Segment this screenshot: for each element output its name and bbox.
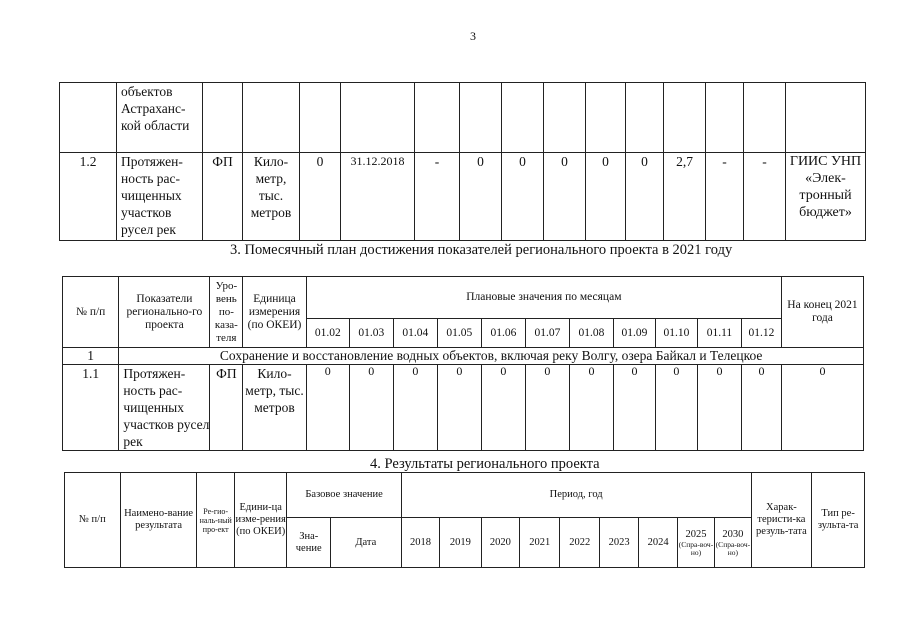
month-header: 01.08 [569, 319, 613, 348]
value-cell: 0 [626, 153, 664, 241]
cell [786, 83, 866, 153]
month-header: 01.10 [655, 319, 697, 348]
cell [544, 83, 586, 153]
month-header: 01.11 [697, 319, 741, 348]
indicator-name: Протяжен-ность рас-чищенных участков русел рек [119, 365, 210, 451]
month-value: 0 [437, 365, 481, 451]
cell [706, 83, 744, 153]
year-header: 2020 [481, 518, 519, 568]
table-row [60, 153, 866, 241]
indicators-table-continued [59, 82, 866, 241]
row-number: 1.1 [63, 365, 119, 451]
header-unit: Едини-ца изме-рения (по ОКЕИ) [234, 473, 287, 568]
value-cell: - [744, 153, 786, 241]
month-value: 0 [697, 365, 741, 451]
year-label: 2025 [685, 528, 707, 540]
base-value: 0 [300, 153, 341, 241]
indicator-level: ФП [210, 365, 243, 451]
month-value: 0 [306, 365, 349, 451]
header-base-value-value: Зна-чение [287, 518, 330, 568]
cell [341, 83, 415, 153]
month-header: 01.03 [349, 319, 393, 348]
year-header: 2023 [599, 518, 638, 568]
data-source: ГИИС УНП «Элек-тронный бюджет» [786, 153, 866, 241]
cell [626, 83, 664, 153]
continued-indicator-name: объектов Астраханс-кой области [117, 83, 203, 153]
section-4-title: 4. Результаты регионального проекта [370, 456, 600, 472]
cell [460, 83, 502, 153]
cell [586, 83, 626, 153]
header-characteristic: Харак-теристи-ка резуль-тата [751, 473, 812, 568]
page-number: 3 [470, 29, 476, 43]
month-value: 0 [481, 365, 525, 451]
cell [300, 83, 341, 153]
month-value: 0 [655, 365, 697, 451]
header-base-value-date: Дата [330, 518, 401, 568]
header-base-value: Базовое значение [287, 473, 401, 518]
year-header-2025 [677, 518, 714, 568]
year-header: 2022 [560, 518, 599, 568]
header-period: Период, год [401, 473, 751, 518]
end-of-year-value: 0 [781, 365, 863, 451]
header-num: № п/п [65, 473, 121, 568]
header-result-name: Наимено-вание результата [120, 473, 197, 568]
header-level: Уро-вень по-каза-теля [210, 277, 243, 348]
value-cell: 0 [460, 153, 502, 241]
header-unit: Единица измерения (по ОКЕИ) [243, 277, 307, 348]
cell [243, 83, 300, 153]
month-value: 0 [393, 365, 437, 451]
header-end-of-year: На конец 2021 года [781, 277, 863, 348]
month-header: 01.07 [525, 319, 569, 348]
month-value: 0 [349, 365, 393, 451]
value-cell: 2,7 [664, 153, 706, 241]
header-plan: Плановые значения по месяцам [306, 277, 781, 319]
row-number: 1.2 [60, 153, 117, 241]
year-label: 2030 [722, 528, 744, 540]
month-header: 01.04 [393, 319, 437, 348]
year-header: 2018 [401, 518, 439, 568]
table-row [63, 365, 864, 451]
header-indicator: Показатели регионально-го проекта [119, 277, 210, 348]
year-header: 2024 [639, 518, 677, 568]
value-cell: 0 [586, 153, 626, 241]
header-num: № п/п [63, 277, 119, 348]
value-cell: 0 [544, 153, 586, 241]
month-header: 01.09 [613, 319, 655, 348]
month-value: 0 [613, 365, 655, 451]
year-header: 2021 [520, 518, 560, 568]
base-date: 31.12.2018 [341, 153, 415, 241]
indicator-name: Протяжен-ность рас-чищенных участков русел рек [117, 153, 203, 241]
value-cell: - [415, 153, 460, 241]
results-table [64, 472, 865, 568]
indicator-level: ФП [203, 153, 243, 241]
section-3-title: 3. Помесячный план достижения показателей регионального проекта в 2021 году [230, 242, 733, 258]
month-value: 0 [569, 365, 613, 451]
year-header: 2019 [440, 518, 481, 568]
month-value: 0 [525, 365, 569, 451]
cell [664, 83, 706, 153]
month-header: 01.06 [481, 319, 525, 348]
year-note: (Спра-воч-но) [678, 539, 714, 557]
monthly-plan-table [62, 276, 864, 451]
month-header: 01.12 [741, 319, 781, 348]
month-value: 0 [741, 365, 781, 451]
cell [203, 83, 243, 153]
unit: Кило-метр, тыс. метров [243, 365, 307, 451]
cell [502, 83, 544, 153]
group-row [63, 348, 864, 365]
group-title: Сохранение и восстановление водных объектов, включая реку Волгу, озера Байкал и Телецкое [119, 348, 864, 365]
year-header-2030 [715, 518, 751, 568]
cell [415, 83, 460, 153]
month-header: 01.05 [437, 319, 481, 348]
cell [744, 83, 786, 153]
unit: Кило-метр, тыс. метров [243, 153, 300, 241]
month-header: 01.02 [306, 319, 349, 348]
header-regional-project: Ре-гио-наль-ный про-ект [197, 473, 234, 568]
header-result-type: Тип ре-зульта-та [812, 473, 865, 568]
year-note: (Спра-воч-но) [715, 539, 751, 557]
cell [60, 83, 117, 153]
group-number: 1 [63, 348, 119, 365]
value-cell: - [706, 153, 744, 241]
value-cell: 0 [502, 153, 544, 241]
